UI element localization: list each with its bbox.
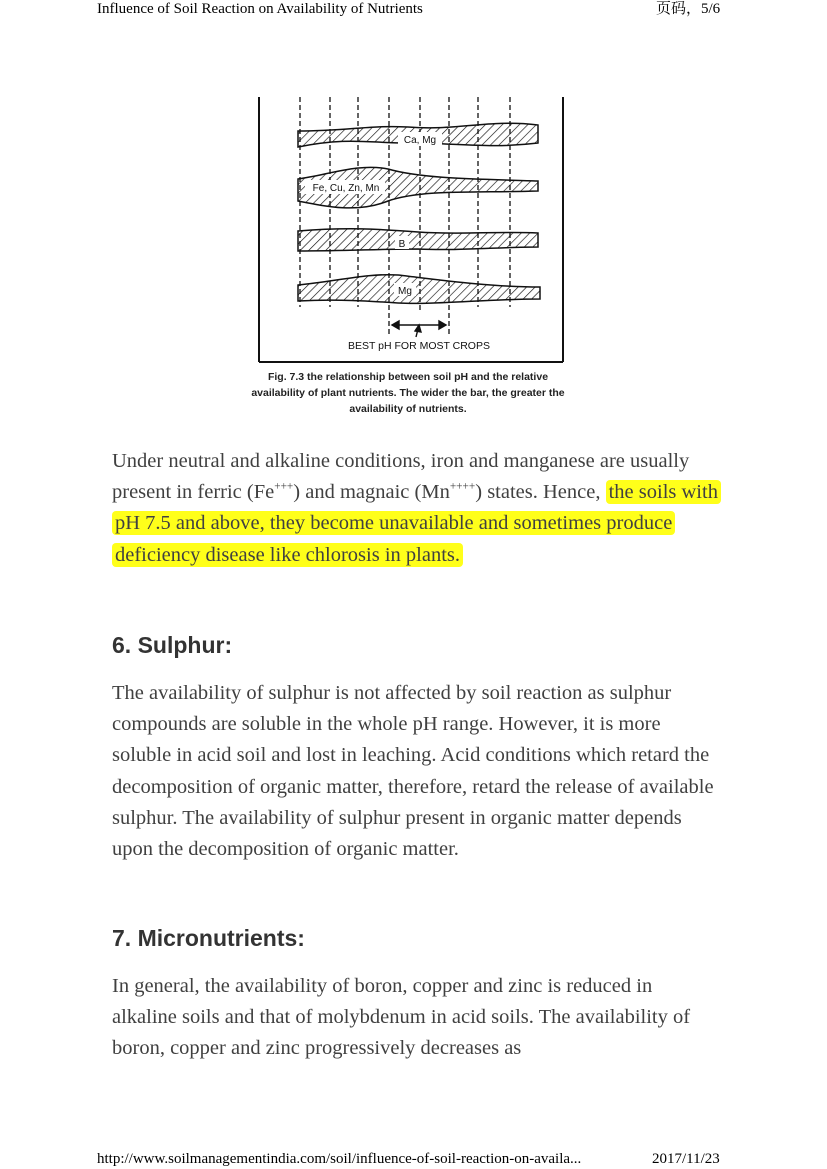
superscript: +++ <box>274 480 294 493</box>
nutrient-availability-figure <box>258 97 568 365</box>
superscript: ++++ <box>449 480 476 493</box>
best-ph-range-arrow <box>392 321 446 337</box>
bar-b <box>298 229 538 251</box>
page-header-title: Influence of Soil Reaction on Availability of Nutrients <box>97 1 423 17</box>
paragraph-sulphur: The availability of sulphur is not affected by soil reaction as sulphur compounds are soluble in the whole pH range. However, it is more soluble in acid soil and lost in leaching. Acid conditions which retard the decomposition of organic matter, therefore, retard the release of available sulphur. The availability of sulphur present in organic matter depends upon the decomposition of organic matter. <box>112 682 714 861</box>
text: ) states. Hence, <box>475 481 606 504</box>
nutrient-bars <box>298 123 540 303</box>
text: Under neutral and alkaline conditions, iron and manganese are usually present in ferric (Fe <box>112 450 690 504</box>
text: ) and magnaic (Mn <box>293 481 450 504</box>
section-heading-micronutrients: 7. Micronutrients: <box>112 925 305 951</box>
figure-caption: Fig. 7.3 the relationship between soil pH and the relative availability of plant nutrients. The wider the bar, the greater the availability of nutrients. <box>251 371 565 415</box>
section-heading-sulphur: 6. Sulphur: <box>112 632 233 658</box>
label-fe-cu-zn-mn: Fe, Cu, Zn, Mn <box>312 183 380 194</box>
label-ca-mg: Ca, Mg <box>403 135 437 146</box>
bar-mg <box>298 275 540 304</box>
page-footer-url: http://www.soilmanagementindia.com/soil/influence-of-soil-reaction-on-availa... <box>97 1151 582 1167</box>
page-number: 页码，5/6 <box>656 1 721 17</box>
paragraph-micronutrients: In general, the availability of boron, copper and zinc is reduced in alkaline soils and that of molybdenum in acid soils. The availability of boron, copper and zinc progressively decreases as <box>112 975 691 1060</box>
label-best-ph: BEST pH FOR MOST CROPS <box>348 340 490 352</box>
label-b: B <box>398 239 406 250</box>
paragraph-iron-manganese <box>112 446 722 571</box>
highlighted-text: the soils with pH 7.5 and above, they become unavailable and sometimes produce deficiency disease like chlorosis in plants. <box>112 480 721 566</box>
label-mg: Mg <box>398 286 412 297</box>
page-footer-date: 2017/11/23 <box>652 1151 720 1167</box>
